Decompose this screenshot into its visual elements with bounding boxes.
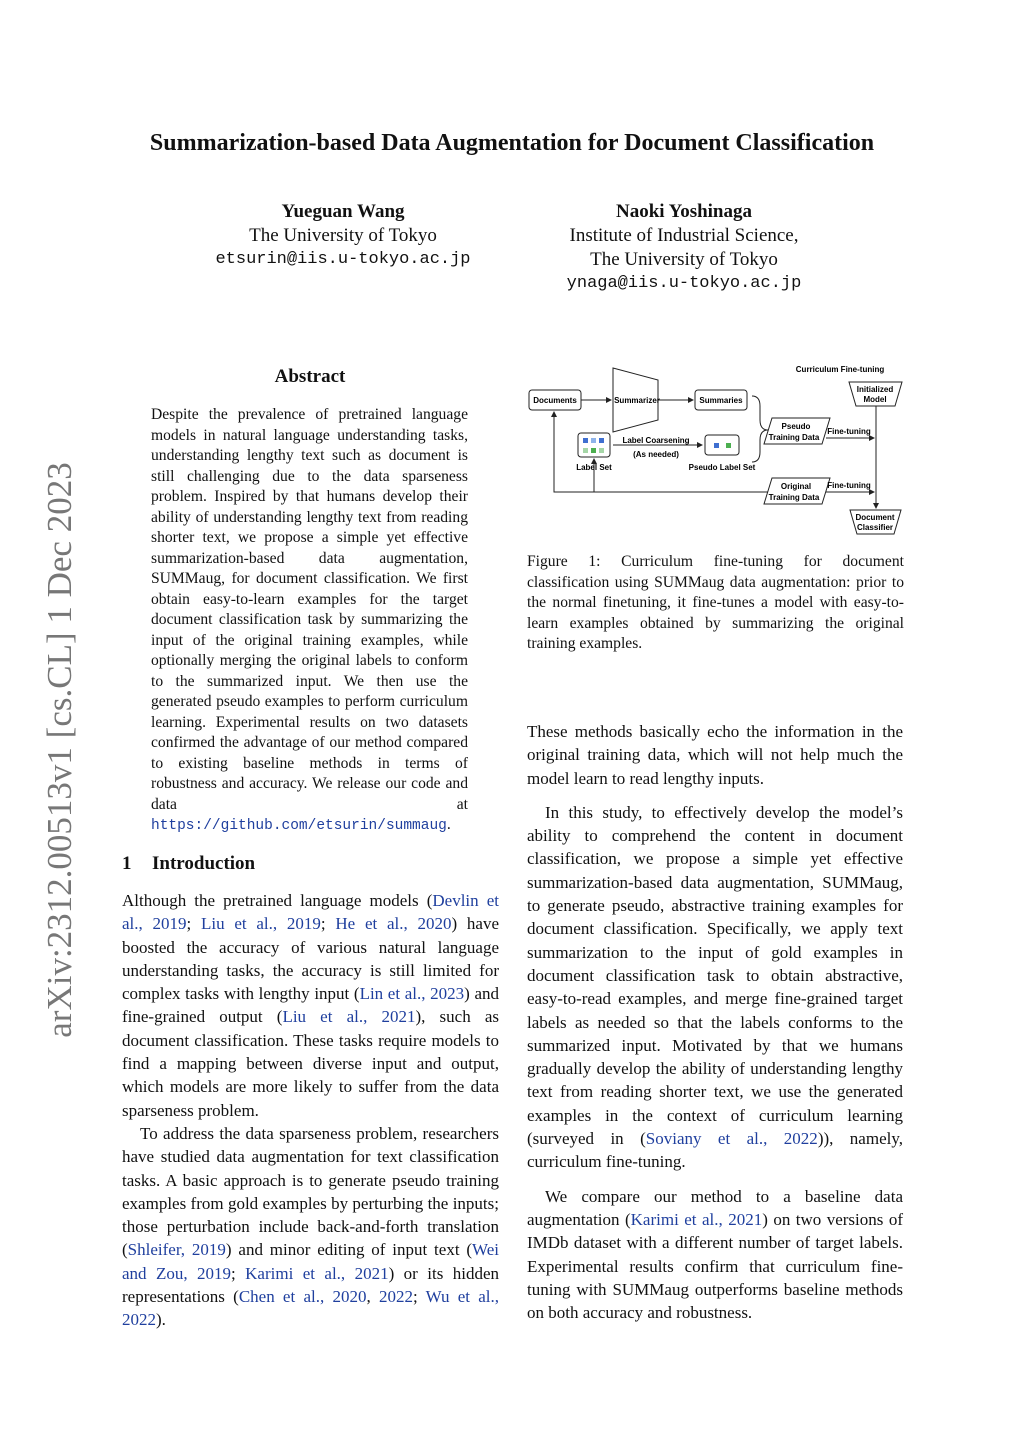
label-square: [599, 438, 604, 443]
label-model: Model: [863, 395, 887, 404]
pseudo-label-set-node: [705, 435, 739, 455]
label-summarizer: Summarizer: [614, 396, 660, 405]
right-column: [527, 720, 903, 1324]
label-summaries: Summaries: [699, 396, 743, 405]
author-2: [534, 200, 834, 296]
abstract-end: .: [446, 816, 451, 833]
citation[interactable]: Wu et al., 2022: [122, 1287, 500, 1330]
intro-paragraph-5: We compare our method to a baseline data augmentation (Karimi et al., 2021) on two versions of IMDb dataset with a different number of target labels. Experimental results confirm that curriculum fine-tuning with SUMMaug outperforms baseline methods on both accuracy and robustness.: [527, 1186, 903, 1323]
citation[interactable]: Soviany et al., 2022: [645, 1129, 818, 1149]
label-fine-tuning-2: Fine-tuning: [827, 481, 871, 490]
left-column: [122, 889, 499, 1332]
citation[interactable]: Devlin et al., 2019: [122, 891, 499, 934]
author-1-email[interactable]: etsurin@iis.u-tokyo.ac.jp: [215, 250, 471, 269]
label-pseudo-label-set: Pseudo Label Set: [688, 463, 756, 472]
author-1: [193, 200, 493, 272]
author-2-name: Naoki Yoshinaga: [615, 201, 753, 222]
label-label-set: Label Set: [576, 463, 612, 472]
section-heading-introduction: [122, 853, 255, 875]
citation[interactable]: Chen et al., 2020: [238, 1287, 367, 1307]
label-documents: Documents: [533, 396, 577, 405]
figure-caption: Figure 1: Curriculum fine-tuning for document classification using SUMMaug data augmentation: prior to the normal finetuning, it fine-tunes a model with easy-to-learn examples obtained by summarizing the original training examples.: [527, 553, 904, 653]
abstract-body: [151, 405, 468, 837]
citation[interactable]: He et al., 2020: [335, 914, 452, 934]
figure-1-diagram: [524, 358, 908, 540]
arxiv-identifier: arXiv:2312.00513v1 [cs.CL] 1 Dec 2023: [40, 462, 79, 1038]
citation[interactable]: Lin et al., 2023: [359, 984, 465, 1004]
citation[interactable]: Wei and Zou, 2019: [122, 1240, 499, 1283]
citation[interactable]: Karimi et al., 2021: [630, 1209, 763, 1229]
citation[interactable]: Karimi et al., 2021: [245, 1263, 389, 1283]
label-square: [583, 448, 588, 453]
author-2-affiliation-line2: The University of Tokyo: [590, 249, 778, 270]
label-square: [583, 438, 588, 443]
label-square: [591, 438, 596, 443]
label-square: [599, 448, 604, 453]
label-curriculum: Curriculum Fine-tuning: [795, 365, 885, 374]
label-initialized: Initialized: [856, 385, 894, 394]
label-set-node: [578, 433, 610, 457]
label-original: Original: [780, 482, 812, 491]
paper-title: Summarization-based Data Augmentation for Document Classification: [149, 130, 875, 156]
label-document: Document: [855, 513, 895, 522]
label-pseudo: Pseudo: [781, 422, 811, 431]
citation[interactable]: Liu et al., 2019: [201, 914, 321, 934]
section-title: Introduction: [152, 853, 256, 874]
code-link[interactable]: https://github.com/etsurin/summaug: [151, 818, 447, 834]
section-number: 1: [122, 853, 132, 874]
label-classifier: Classifier: [856, 523, 894, 532]
grouping-brace: [752, 396, 768, 462]
label-fine-tuning-1: Fine-tuning: [827, 427, 871, 436]
label-original-training-data: Training Data: [768, 493, 820, 502]
pseudo-label-square: [726, 443, 731, 448]
author-1-affiliation: The University of Tokyo: [249, 225, 437, 246]
label-as-needed: (As needed): [633, 450, 679, 459]
abstract-text: Despite the prevalence of pretrained language models in natural language understanding tasks, understanding lengthy text such as document is still challenging due to the data sparseness problem. Inspired by that humans develop their ability of understanding lengthy text from reading shorter text, we propose a simple yet effective summarization-based data augmentation, SUMMaug, for document classification. We first obtain easy-to-learn examples for the target document classification task by summarizing the input of the original training examples, while optionally merging the original labels to conform to the summarized input. We then use the generated pseudo examples to perform curriculum learning. Experimental results on two datasets confirmed the advantage of our method compared to existing baseline methods in terms of robustness and accuracy. We release our code and data at: [151, 406, 468, 813]
citation[interactable]: Shleifer, 2019: [127, 1240, 226, 1260]
intro-paragraph-4: In this study, to effectively develop the model’s ability to comprehend the content in document classification, we propose a simple yet effective summarization-based data augmentation, SUMMaug, to generate pseudo, abstractive training examples for document classification. Specifically, we apply text summarization to the input of gold examples in document classification task to obtain abstractive, easy-to-read examples, and merge fine-grained target labels as needed so that the labels conforms to the summarized input. Motivated by that we humans gradually develop the ability of understanding lengthy text from reading shorter text, we use the generated examples in the context of curriculum learning (surveyed in (Soviany et al., 2022)), namely, curriculum fine-tuning.: [527, 802, 903, 1172]
intro-paragraph-2: To address the data sparseness problem, researchers have studied data augmentation for text classification tasks. A basic approach is to generate pseudo training examples from gold examples by perturbing the inputs; those perturbation include back-and-forth translation (Shleifer, 2019) and minor editing of input text (Wei and Zou, 2019; Karimi et al., 2021) or its hidden representations (Chen et al., 2020, 2022; Wu et al., 2022).: [122, 1123, 500, 1330]
intro-paragraph-3: These methods basically echo the information in the original training data, which will not help much the model learn to read lengthy inputs.: [527, 722, 903, 788]
intro-paragraph-1: Although the pretrained language models (Devlin et al., 2019; Liu et al., 2019; He et al., 2020) have boosted the accuracy of various natural language understanding tasks, the accuracy is still limited for complex tasks with lengthy input (Lin et al., 2023) and fine-grained output (Liu et al., 2021), such as document classification. These tasks require models to find a mapping between diverse input and output, which models are more likely to suffer from the data sparseness problem.: [122, 891, 499, 1120]
abstract-heading: Abstract: [274, 366, 346, 387]
label-square: [591, 448, 596, 453]
author-2-email[interactable]: ynaga@iis.u-tokyo.ac.jp: [566, 274, 802, 293]
label-coarsening: Label Coarsening: [622, 436, 690, 445]
pseudo-label-square: [714, 443, 719, 448]
author-1-name: Yueguan Wang: [281, 201, 405, 222]
author-2-affiliation-line1: Institute of Industrial Science,: [569, 225, 799, 246]
label-pseudo-training-data: Training Data: [768, 433, 820, 442]
citation[interactable]: Liu et al., 2021: [282, 1007, 416, 1027]
citation[interactable]: 2022: [378, 1287, 413, 1307]
